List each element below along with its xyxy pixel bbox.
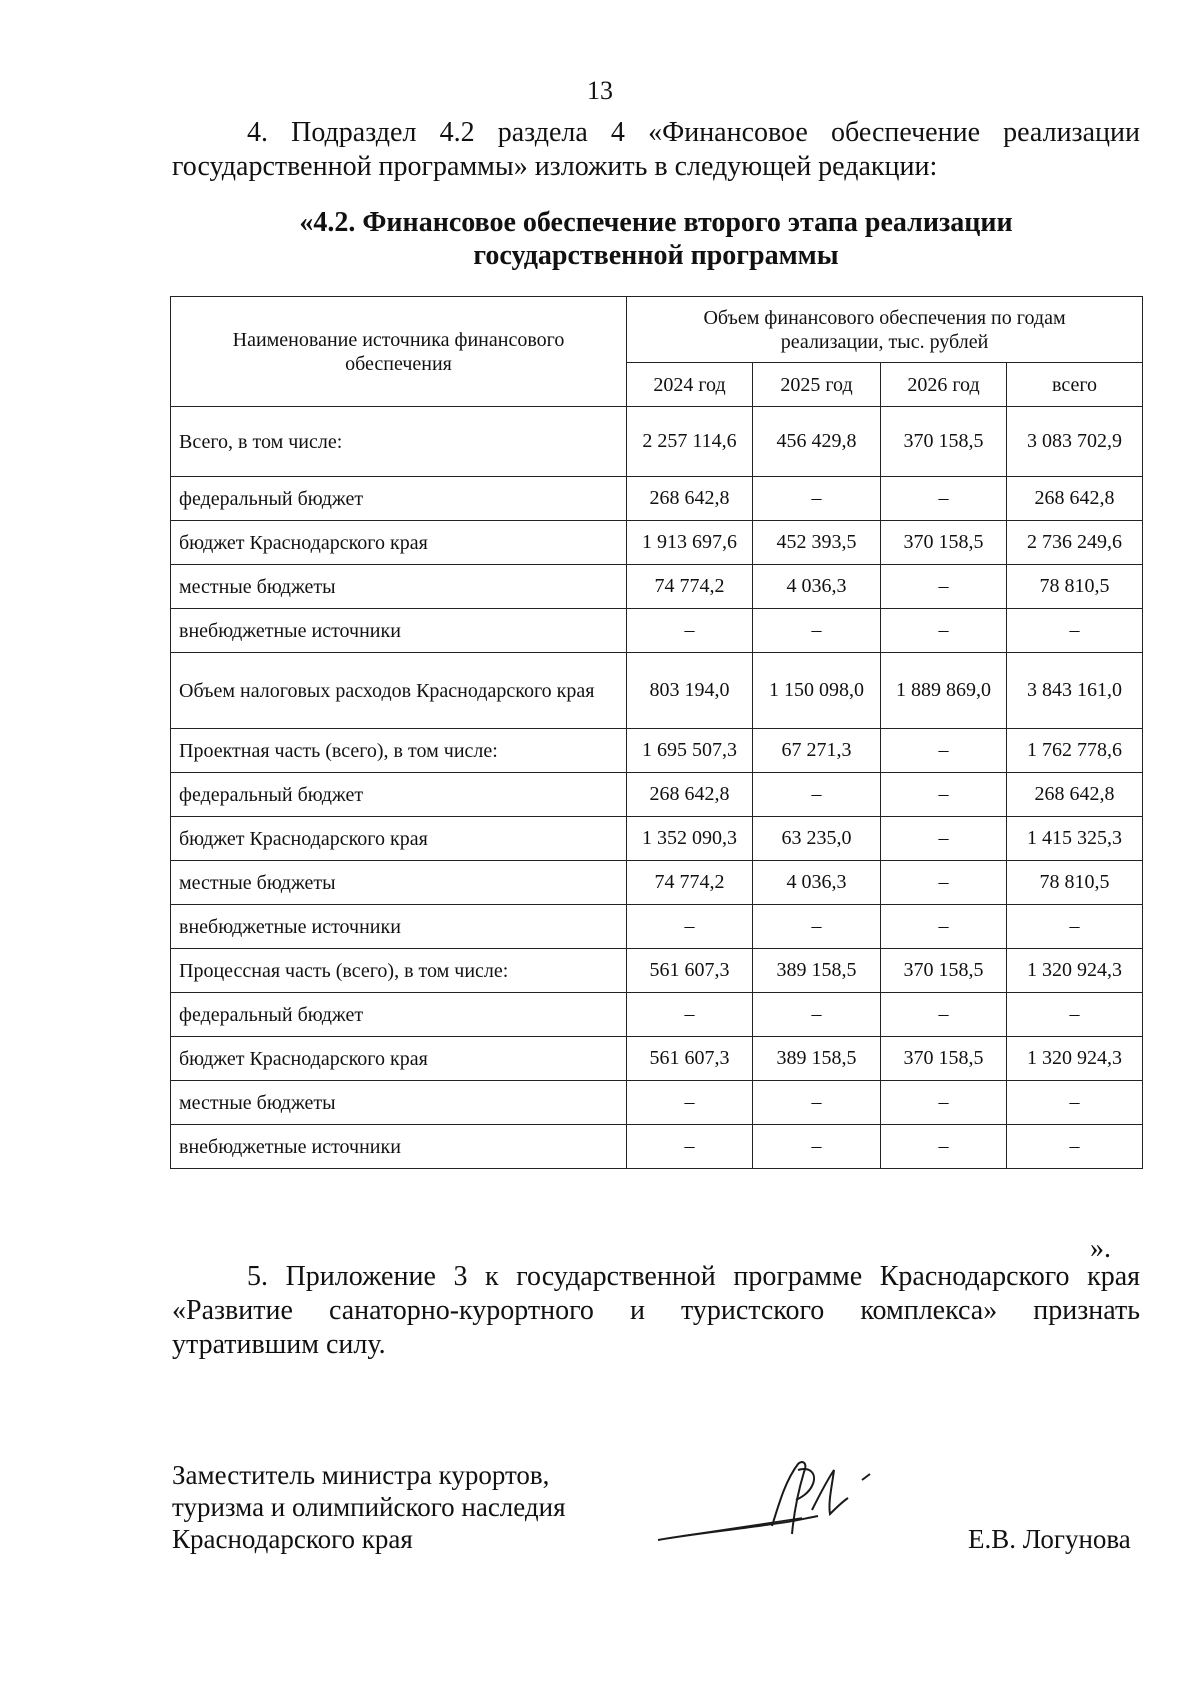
row-source-name: Всего, в том числе: bbox=[171, 407, 627, 477]
section-title bbox=[172, 206, 1140, 272]
row-value-cell: 803 194,0 bbox=[627, 653, 753, 729]
row-value-cell: – bbox=[881, 861, 1007, 905]
table-row bbox=[171, 1125, 1143, 1169]
row-value-cell: 1 695 507,3 bbox=[627, 729, 753, 773]
paragraph-4 bbox=[172, 116, 1140, 184]
financing-table bbox=[170, 296, 1143, 1169]
row-value-cell: 268 642,8 bbox=[627, 477, 753, 521]
row-value-cell: – bbox=[881, 565, 1007, 609]
row-value-cell: – bbox=[881, 817, 1007, 861]
row-value-cell: 2 257 114,6 bbox=[627, 407, 753, 477]
row-source-name: федеральный бюджет bbox=[171, 993, 627, 1037]
header-volume: Объем финансового обеспечения по годам реализации, тыс. рублей bbox=[627, 297, 1143, 363]
row-source-name: федеральный бюджет bbox=[171, 773, 627, 817]
row-value-cell: 268 642,8 bbox=[1007, 477, 1143, 521]
row-value-cell: – bbox=[881, 993, 1007, 1037]
row-value-cell: 268 642,8 bbox=[1007, 773, 1143, 817]
row-value-cell: 370 158,5 bbox=[881, 1037, 1007, 1081]
header-year-2025: 2025 год bbox=[753, 363, 881, 407]
row-value-cell: 268 642,8 bbox=[627, 773, 753, 817]
row-value-cell: 3 083 702,9 bbox=[1007, 407, 1143, 477]
row-source-name: местные бюджеты bbox=[171, 1081, 627, 1125]
row-value-cell: – bbox=[881, 729, 1007, 773]
paragraph-5-text: 5. Приложение 3 к государственной программе Краснодарского края «Развитие санаторно-курортного и туристского комплекса» признать утратившим силу. bbox=[172, 1261, 1140, 1360]
row-value-cell: 1 320 924,3 bbox=[1007, 1037, 1143, 1081]
signer-position-line-2: туризма и олимпийского наследия bbox=[172, 1492, 566, 1522]
closing-quote: ». bbox=[1090, 1233, 1111, 1264]
signer-name: Е.В. Логунова bbox=[968, 1524, 1131, 1554]
row-value-cell: 2 736 249,6 bbox=[1007, 521, 1143, 565]
table-row bbox=[171, 905, 1143, 949]
row-value-cell: 561 607,3 bbox=[627, 1037, 753, 1081]
table-row bbox=[171, 565, 1143, 609]
row-value-cell: – bbox=[627, 993, 753, 1037]
row-value-cell: – bbox=[1007, 609, 1143, 653]
row-value-cell: – bbox=[627, 1081, 753, 1125]
row-value-cell: – bbox=[881, 1081, 1007, 1125]
table-row bbox=[171, 653, 1143, 729]
row-value-cell: 1 913 697,6 bbox=[627, 521, 753, 565]
row-value-cell: – bbox=[753, 1125, 881, 1169]
header-year-2026: 2026 год bbox=[881, 363, 1007, 407]
row-value-cell: – bbox=[881, 773, 1007, 817]
signer-position-line-3: Краснодарского края bbox=[172, 1524, 413, 1554]
table-row bbox=[171, 1081, 1143, 1125]
row-value-cell: 78 810,5 bbox=[1007, 565, 1143, 609]
row-value-cell: 1 150 098,0 bbox=[753, 653, 881, 729]
paragraph-4-text: 4. Подраздел 4.2 раздела 4 «Финансовое обеспечение реализации государственной программы» изложить в следующей редакции: bbox=[172, 117, 1140, 182]
row-value-cell: – bbox=[753, 905, 881, 949]
row-value-cell: 1 415 325,3 bbox=[1007, 817, 1143, 861]
page-number: 13 bbox=[587, 76, 613, 105]
table-row bbox=[171, 521, 1143, 565]
row-value-cell: – bbox=[627, 609, 753, 653]
table-row bbox=[171, 949, 1143, 993]
row-source-name: бюджет Краснодарского края bbox=[171, 1037, 627, 1081]
row-value-cell: – bbox=[627, 905, 753, 949]
row-value-cell: 74 774,2 bbox=[627, 565, 753, 609]
row-value-cell: – bbox=[753, 993, 881, 1037]
row-value-cell: – bbox=[753, 609, 881, 653]
row-source-name: внебюджетные источники bbox=[171, 905, 627, 949]
table-row bbox=[171, 817, 1143, 861]
row-value-cell: 452 393,5 bbox=[753, 521, 881, 565]
header-year-2024: 2024 год bbox=[627, 363, 753, 407]
row-value-cell: – bbox=[1007, 993, 1143, 1037]
row-source-name: местные бюджеты bbox=[171, 565, 627, 609]
row-value-cell: – bbox=[753, 1081, 881, 1125]
row-source-name: бюджет Краснодарского края bbox=[171, 521, 627, 565]
row-value-cell: 456 429,8 bbox=[753, 407, 881, 477]
table-row bbox=[171, 477, 1143, 521]
section-title-line-2: государственной программы bbox=[473, 240, 839, 271]
row-source-name: бюджет Краснодарского края bbox=[171, 817, 627, 861]
row-value-cell: 1 352 090,3 bbox=[627, 817, 753, 861]
table-row bbox=[171, 993, 1143, 1037]
table-row bbox=[171, 861, 1143, 905]
row-source-name: Проектная часть (всего), в том числе: bbox=[171, 729, 627, 773]
table-row bbox=[171, 609, 1143, 653]
row-value-cell: 67 271,3 bbox=[753, 729, 881, 773]
row-value-cell: 4 036,3 bbox=[753, 861, 881, 905]
table-row bbox=[171, 729, 1143, 773]
row-value-cell: – bbox=[881, 477, 1007, 521]
signer-position-line-1: Заместитель министра курортов, bbox=[172, 1460, 550, 1490]
row-value-cell: – bbox=[753, 477, 881, 521]
table-row bbox=[171, 1037, 1143, 1081]
table-body bbox=[171, 407, 1143, 1169]
row-value-cell: 3 843 161,0 bbox=[1007, 653, 1143, 729]
row-value-cell: – bbox=[753, 773, 881, 817]
row-source-name: внебюджетные источники bbox=[171, 609, 627, 653]
row-value-cell: 370 158,5 bbox=[881, 407, 1007, 477]
row-value-cell: 370 158,5 bbox=[881, 949, 1007, 993]
row-value-cell: – bbox=[1007, 905, 1143, 949]
row-value-cell: – bbox=[627, 1125, 753, 1169]
row-value-cell: 389 158,5 bbox=[753, 1037, 881, 1081]
row-value-cell: 370 158,5 bbox=[881, 521, 1007, 565]
section-title-line-1: «4.2. Финансовое обеспечение второго этапа реализации bbox=[299, 207, 1013, 238]
row-value-cell: 63 235,0 bbox=[753, 817, 881, 861]
row-value-cell: – bbox=[1007, 1125, 1143, 1169]
table-row bbox=[171, 407, 1143, 477]
header-total: всего bbox=[1007, 363, 1143, 407]
row-value-cell: – bbox=[1007, 1081, 1143, 1125]
row-source-name: Процессная часть (всего), в том числе: bbox=[171, 949, 627, 993]
row-value-cell: 74 774,2 bbox=[627, 861, 753, 905]
row-value-cell: 1 889 869,0 bbox=[881, 653, 1007, 729]
signature-block bbox=[172, 1459, 566, 1555]
row-source-name: федеральный бюджет bbox=[171, 477, 627, 521]
row-value-cell: 1 762 778,6 bbox=[1007, 729, 1143, 773]
row-value-cell: 1 320 924,3 bbox=[1007, 949, 1143, 993]
row-source-name: Объем налоговых расходов Краснодарского края bbox=[171, 653, 627, 729]
handwritten-signature bbox=[652, 1440, 912, 1550]
row-value-cell: 4 036,3 bbox=[753, 565, 881, 609]
header-source-name: Наименование источника финансового обеспечения bbox=[171, 297, 627, 407]
row-value-cell: – bbox=[881, 609, 1007, 653]
row-value-cell: 389 158,5 bbox=[753, 949, 881, 993]
paragraph-5 bbox=[172, 1260, 1140, 1362]
row-source-name: внебюджетные источники bbox=[171, 1125, 627, 1169]
row-value-cell: 561 607,3 bbox=[627, 949, 753, 993]
table-row bbox=[171, 773, 1143, 817]
row-value-cell: 78 810,5 bbox=[1007, 861, 1143, 905]
row-source-name: местные бюджеты bbox=[171, 861, 627, 905]
row-value-cell: – bbox=[881, 905, 1007, 949]
row-value-cell: – bbox=[881, 1125, 1007, 1169]
